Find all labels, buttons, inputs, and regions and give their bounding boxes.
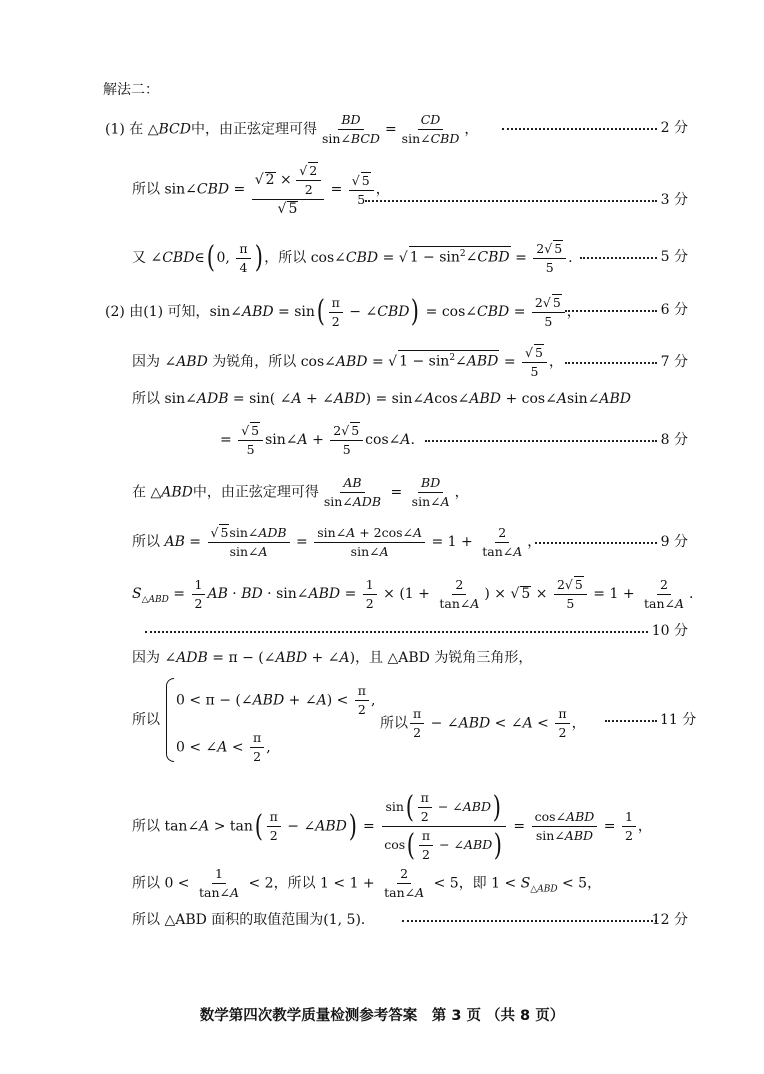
step-15: 所以 △ABD 面积的取值范围为(1, 5)． [132,912,375,928]
dots-8 [145,631,648,633]
score-12: 12 分 [651,912,688,928]
page-footer: 数学第四次教学质量检测参考答案 第 3 页 （共 8 页） [199,1008,565,1024]
score-2: 2 分 [660,120,688,136]
dots-6 [425,440,657,442]
part1-label: (1) 在 [105,121,144,138]
dots-10 [402,920,657,922]
acute-triangle-label: ，且 △ABD 为锐角三角形， [355,650,533,666]
score-9: 9 分 [660,534,688,550]
step-13: 所以 tan∠A > tan( $\frac{\pi}{2}$ − ∠ABD) = sin( $\frac{\pi}{2}$ − ∠ABD) cos( $\frac{\pi}{2}$ − ∠ABD) = $\frac{\text{cos∠ABD}}{\text{sin∠ABD}}$ = $\frac{1}{2}$ ， [132,789,652,863]
step-10: $S_{\triangle ABD}$ = $\frac{1}{2}$ AB · BD · sin∠ABD = $\frac{1}{2}$ × (1 + $\frac{2}{\tan\angle A}$ ) × √ 5 × $\frac{2√ 5}{5}$ = 1 + $\frac{2}{\tan\angle A}$ . [132,576,694,611]
step-7: = $\frac{√ 5}{5}$ sin∠A + $\frac{2√ 5}{5}$ cos∠A. [220,423,415,457]
score-10: 10 分 [651,623,688,639]
score-8: 8 分 [660,432,688,448]
system-result: 所以 $\frac{\pi}{2}$ − ∠ABD < ∠A < $\frac{\pi}{2}$ ， [380,706,586,740]
step-1-text: 中，由正弦定理可得 [190,121,317,138]
step-4: (2) 由(1) 可知，sin∠ABD = sin( $\frac{\pi}{2}$ − ∠CBD) = cos∠CBD = $\frac{2√ 5}{5}$ ， [105,294,581,329]
suoyi2-label: ，所以 [264,250,307,266]
dots-4 [565,310,657,312]
step-3: 又 ∠CBD∈( 0, $\frac{\pi}{4}$ ) ，所以 cos∠CBD = √ $1 - \sin^2\angle CBD$ = $\frac{2√ 5}{5}$ . [132,240,573,275]
dots-3 [580,257,657,259]
suoyi-label-5: 所以 [132,818,160,835]
step-14: 所以 0 < $\frac{1}{\tan\angle A}$ < 2，所以 1 < 1 + $\frac{2}{\tan\angle A}$ < 5，即 $1 < S_{\triangle ABD} < 5$， [132,866,602,900]
brace [166,678,174,762]
in-abd-label: 中，由正弦定理可得 [192,484,319,501]
step-5: 因为 ∠ABD 为锐角，所以 cos∠ABD = √ $1 - \sin^2\angle ABD$ = $\frac{√ 5}{5}$ ， [132,345,563,379]
system-line-1: 0 < π − (∠ABD + ∠A) < $\frac{\pi}{2}$ , [176,683,376,717]
system-line-2: 0 < ∠A < $\frac{\pi}{2}$ , [176,730,271,764]
yinwei-label: 因为 [132,354,160,370]
score-5: 5 分 [660,249,688,265]
part2-label: (2) 由(1) 可知， [105,304,210,320]
dots-9 [605,720,657,722]
yinwei-label-2: 因为 [132,650,160,666]
dots-7 [535,542,657,544]
step-2: 所以 sin∠CBD = √ 2 × $\frac{√ 2}{2}$ √ 5 = $\frac{√ 5}{5}$ ， [132,163,390,217]
suoyi-label-2: 所以 [132,391,160,407]
step-6: 所以 sin∠ADB = sin( ∠A + ∠ABD) = sin∠Acos∠ABD + cos∠Asin∠ABD [132,391,632,407]
suoyi-label-3: 所以 [132,534,160,550]
dots-1 [502,128,657,130]
step-11: 因为 ∠ADB = π − (∠ABD + ∠A)，且 △ABD 为锐角三角形， [132,650,533,666]
step-1: (1) 在 △BCD中，由正弦定理可得 $\frac{BD}{\text{sin∠BCD}}$ = $\frac{CD}{\text{sin∠CBD}}$ ， [105,112,479,146]
ji-label: ，即 [458,875,487,892]
score-6: 6 分 [660,302,688,318]
step-9: 所以 AB = $\frac{\text{√ 5sin∠ADB}}{\sin\angle A}$ = $\frac{\sin\angle A + 2\cos\angle A}{\sin\angle A}$ = 1 + $\frac{2}{\tan\angle A}$ ， [132,524,542,559]
method-title: 解法二： [103,82,159,98]
ruijiao-label: 为锐角，所以 [212,354,297,370]
you-label: 又 [132,250,146,266]
score-7: 7 分 [660,354,688,370]
suoyi-label-4: 所以 [380,715,408,732]
suoyi-label: 所以 [132,181,160,198]
suoyi-label-7: 所以 [287,875,316,892]
suoyi-label-6: 所以 [132,875,160,892]
suoyi-system-label: 所以 [132,712,160,728]
step-8: 在 △ABD中，由正弦定理可得 $\frac{AB}{\text{sin∠ADB}}$ = $\frac{BD}{\sin\angle A}$ ， [132,475,469,509]
dots-5 [565,362,657,364]
score-11: 11 分 [660,712,697,728]
score-3: 3 分 [660,192,688,208]
dots-2 [365,200,657,202]
